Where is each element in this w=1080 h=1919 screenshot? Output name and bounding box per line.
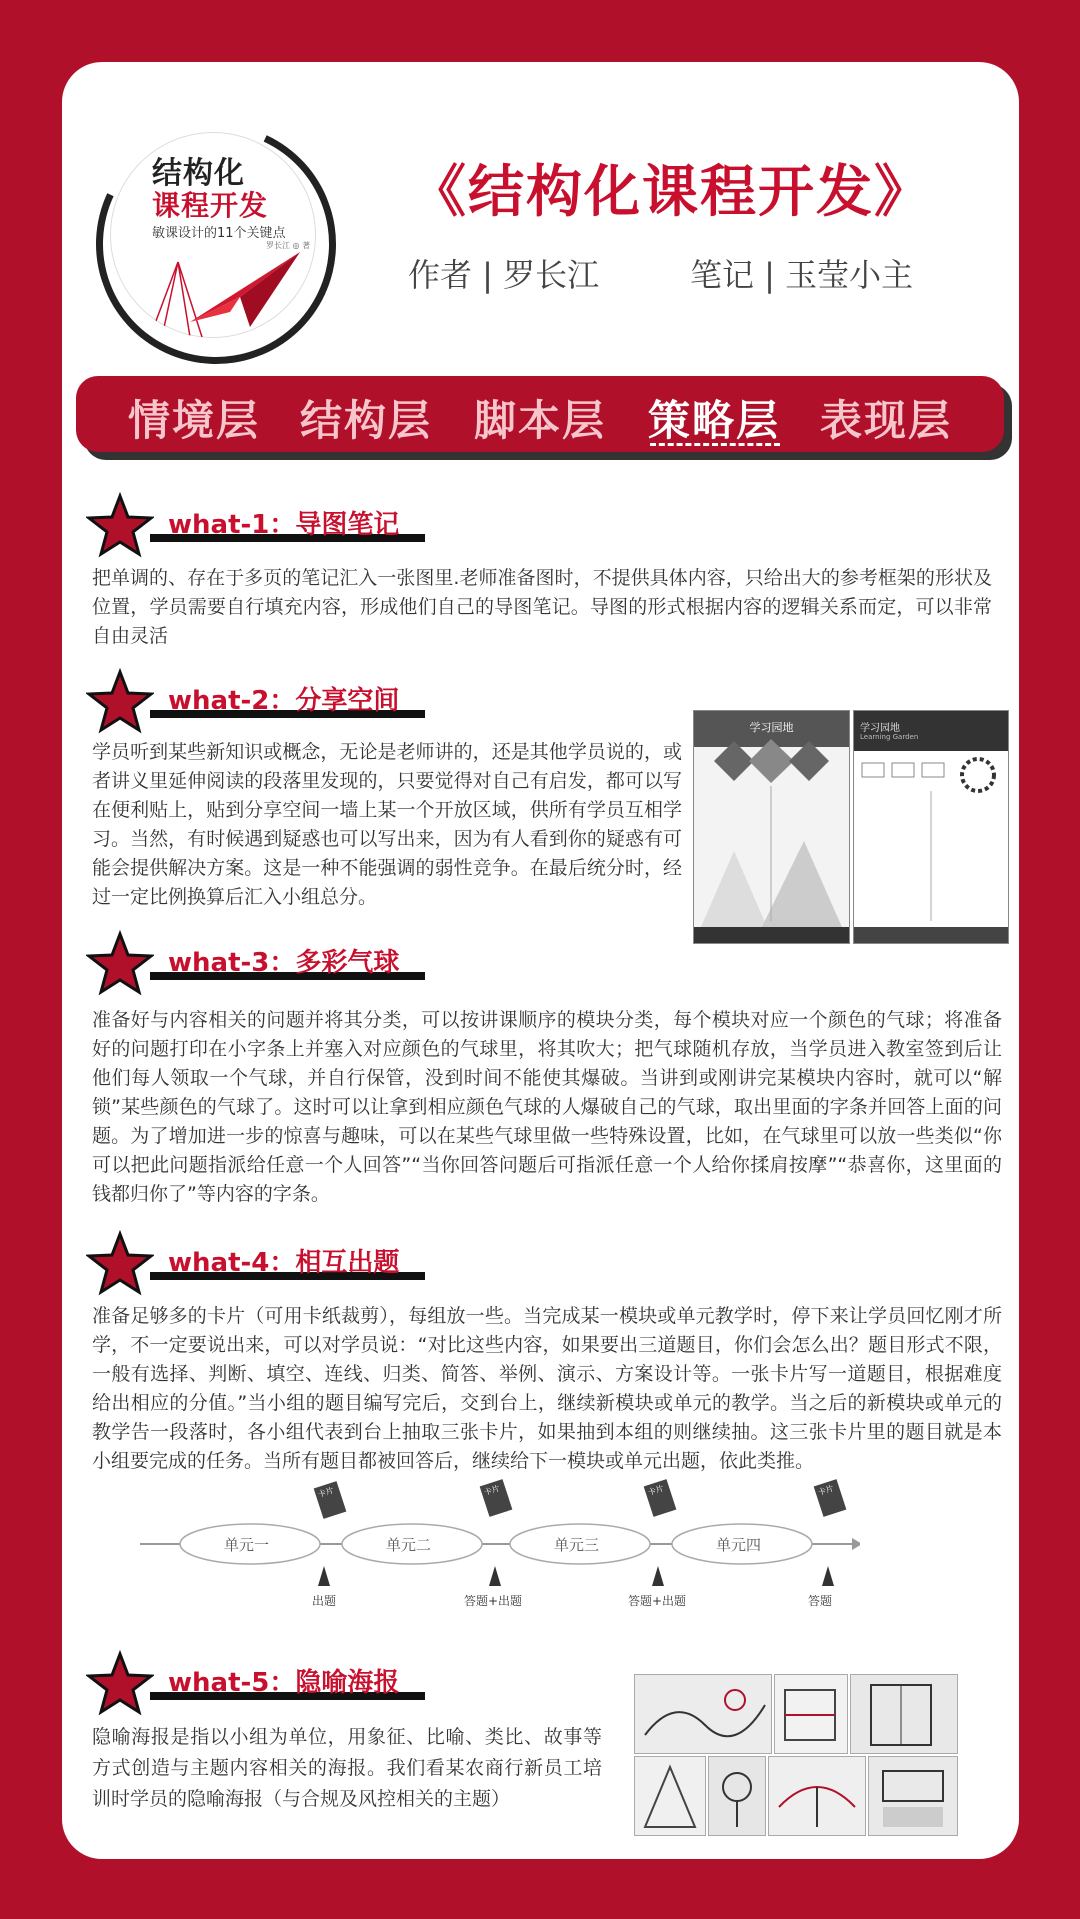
tab-situation[interactable]: 情境层 xyxy=(128,396,261,445)
page-title: 《结构化课程开发》 xyxy=(410,160,932,225)
poster-photo-5 xyxy=(708,1756,766,1836)
cover-title-line2: 课程开发 xyxy=(152,189,269,222)
cover-subtitle: 敏课设计的11个关键点 xyxy=(152,226,286,241)
star-icon xyxy=(86,1230,154,1298)
timeline-unit-3: 单元三 xyxy=(554,1536,600,1554)
poster-photo-2 xyxy=(774,1674,848,1754)
tab-presentation[interactable]: 表现层 xyxy=(820,396,953,445)
author-label: 作者 | 罗长江 xyxy=(408,256,600,294)
star-icon xyxy=(86,930,154,998)
section-title-mind-map: what-1：导图笔记 xyxy=(168,510,400,540)
timeline-step-3: 答题+出题 xyxy=(628,1594,687,1608)
poster-photo-7 xyxy=(868,1756,958,1836)
timeline-unit-2: 单元二 xyxy=(386,1536,432,1554)
poster-photo-6 xyxy=(768,1756,866,1836)
tab-structure[interactable]: 结构层 xyxy=(300,396,433,445)
poster-photo-1 xyxy=(634,1674,772,1754)
paper-plane-icon xyxy=(130,242,316,338)
timeline-step-4: 答题 xyxy=(808,1594,833,1608)
poster-right-subtitle: Learning Garden xyxy=(860,733,919,741)
poster-right-shapes xyxy=(854,751,1008,943)
cover-author: 罗长江 ◎ 著 xyxy=(266,241,311,250)
poster-photo-4 xyxy=(634,1756,706,1836)
section-text-share-space: 学员听到某些新知识或概念，无论是老师讲的，还是其他学员说的，或者讲义里延伸阅读的段落里发现的，只要觉得对自己有启发，都可以写在便利贴上，贴到分享空间一墙上某一个开放区域，供所有学员互相学习。当然，有时候遇到疑惑也可以写出来，因为有人看到你的疑惑有可能会提供解决方案。这是一种不能强调的弱性竞争。在最后统分时，经过一定比例换算后汇入小组总分。 xyxy=(92,741,682,908)
timeline-step-1: 出题 xyxy=(312,1594,337,1608)
star-icon xyxy=(86,492,154,560)
cover-image xyxy=(110,132,316,338)
star-icon xyxy=(86,668,154,736)
section-title-metaphor-poster: what-5：隐喻海报 xyxy=(168,1668,400,1698)
poster-right-title: 学习园地 xyxy=(860,723,900,734)
poster-image-left xyxy=(693,710,850,944)
timeline-unit-1: 单元一 xyxy=(224,1536,270,1554)
star-icon xyxy=(86,1650,154,1718)
timeline-unit-4: 单元四 xyxy=(716,1536,762,1554)
active-tab-underline xyxy=(650,443,780,446)
tab-script[interactable]: 脚本层 xyxy=(474,396,607,445)
section-text-mutual-questions: 准备足够多的卡片（可用卡纸裁剪），每组放一些。当完成某一模块或单元教学时，停下来让学员回忆刚才所学，不一定要说出来，可以对学员说：“对比这些内容，如果要出三道题目，你们会怎么出？题目形式不限，一般有选择、判断、填空、连线、归类、简答、举例、演示、方案设计等。一张卡片写一道题目，根据难度给出相应的分值。”当小组的题目编写完后，交到台上，继续新模块或单元的教学。当之后的新模块或单元的教学告一段落时，各小组代表到台上抽取三张卡片，如果抽到本组的则继续抽。这三张卡片里的题目就是本小组要完成的任务。当所有题目都被回答后，继续给下一模块或单元出题，依此类推。 xyxy=(92,1305,1002,1472)
card-label-3: 卡片 xyxy=(647,1483,665,1498)
section-text-balloons: 准备好与内容相关的问题并将其分类，可以按讲课顺序的模块分类，每个模块对应一个颜色的气球；将准备好的问题打印在小字条上并塞入对应颜色的气球里，将其吹大；把气球随机存放，当学员进入教室签到后让他们每人领取一个气球，并自行保管，没到时间不能使其爆破。当讲到或刚讲完某模块内容时，就可以“解锁”某些颜色的气球了。这时可以让拿到相应颜色气球的人爆破自己的气球，取出里面的字条并回答上面的问题。为了增加进一步的惊喜与趣味，可以在某些气球里做一些特殊设置，比如，在气球里可以放一些类似“你可以把此问题指派给任意一个人回答”“当你回答问题后可指派任意一个人给你揉肩按摩”“恭喜你，这里面的钱都归你了”等内容的字条。 xyxy=(92,1009,1002,1205)
card-label-1: 卡片 xyxy=(317,1485,335,1500)
note-author-label: 笔记 | 玉莹小主 xyxy=(690,256,914,294)
section-title-mutual-questions: what-4：相互出题 xyxy=(168,1248,400,1278)
section-text-mind-map: 把单调的、存在于多页的笔记汇入一张图里.老师准备图时，不提供具体内容，只给出大的参考框架的形状及位置，学员需要自行填充内容，形成他们自己的导图笔记。导图的形式根据内容的逻辑关系而定，可以非常自由灵活 xyxy=(92,567,992,647)
poster-left-shapes xyxy=(694,731,849,943)
poster-left-title: 学习园地 xyxy=(749,721,794,734)
poster-photo-3 xyxy=(850,1674,958,1754)
section-title-balloons: what-3：多彩气球 xyxy=(168,948,400,978)
book-cover xyxy=(96,124,336,364)
tab-strategy[interactable]: 策略层 xyxy=(648,396,781,445)
poster-image-right xyxy=(853,710,1009,944)
card-label-2: 卡片 xyxy=(483,1483,501,1498)
cover-title-line1: 结构化 xyxy=(152,156,245,191)
timeline-step-2: 答题+出题 xyxy=(464,1594,523,1608)
section-title-share-space: what-2：分享空间 xyxy=(168,686,400,716)
section-text-metaphor-poster: 隐喻海报是指以小组为单位，用象征、比喻、类比、故事等方式创造与主题内容相关的海报。我们看某农商行新员工培训时学员的隐喻海报（与合规及风控相关的主题） xyxy=(92,1726,602,1810)
card-label-4: 卡片 xyxy=(817,1483,835,1498)
